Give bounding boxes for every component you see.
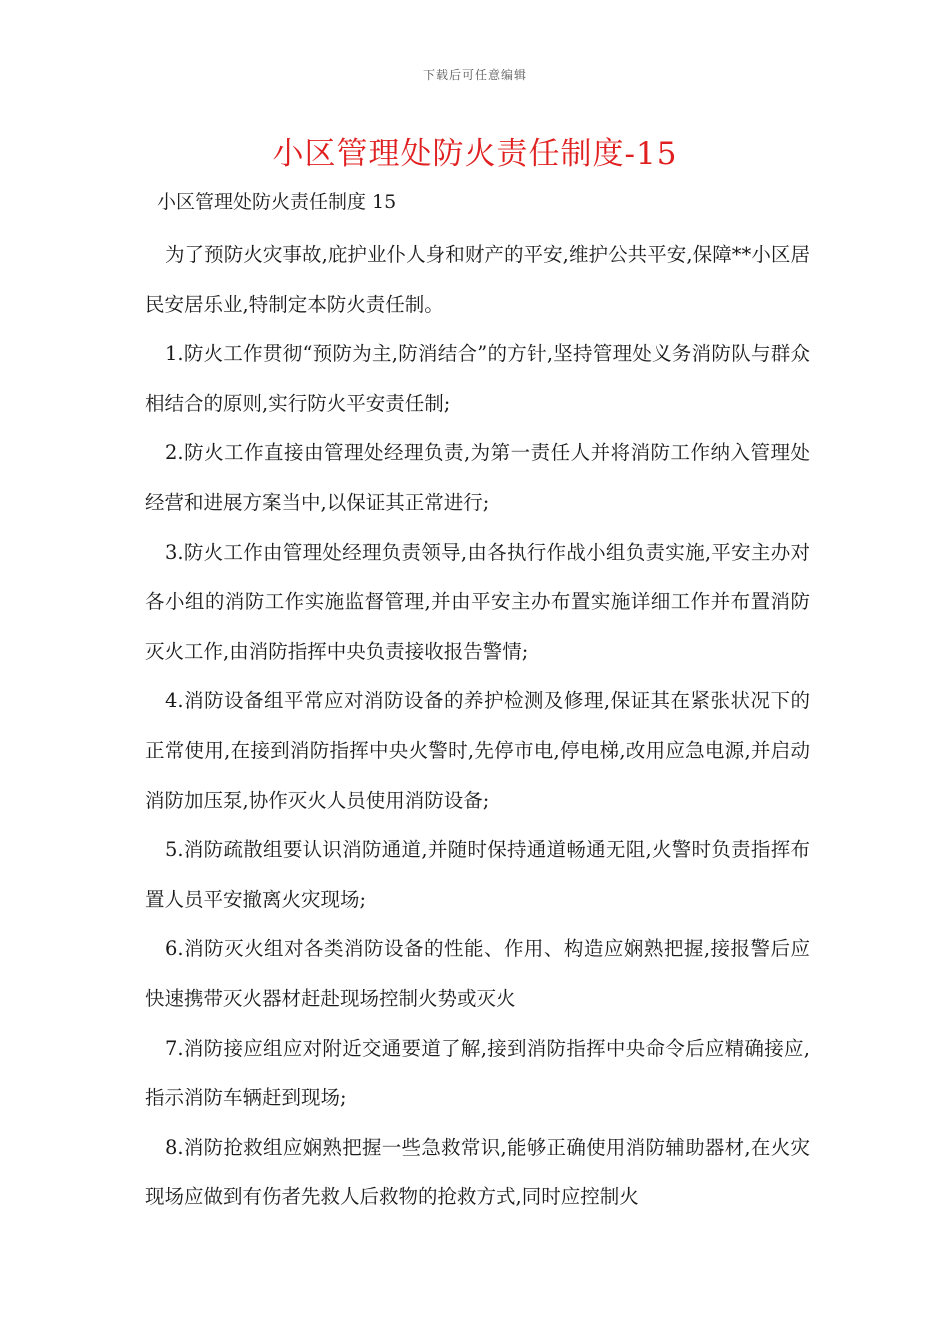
paragraph-item-3: 3.防火工作由管理处经理负责领导,由各执行作战小组负责实施,平安主办对各小组的消防工作实施监督管理,并由平安主办布置实施详细工作并布置消防灭火工作,由消防指挥中央负责接收报告警情; xyxy=(145,540,810,663)
paragraph-item-7: 7.消防接应组应对附近交通要道了解,接到消防指挥中央命令后应精确接应,指示消防车辆赶到现场; xyxy=(145,1036,810,1110)
document-body xyxy=(145,230,810,1222)
paragraph-item-5: 5.消防疏散组要认识消防通道,并随时保持通道畅通无阻,火警时负责指挥布置人员平安撤离火灾现场; xyxy=(145,838,810,911)
paragraph-item-1: 1.防火工作贯彻“预防为主,防消结合”的方针,坚持管理处义务消防队与群众相结合的原则,实行防火平安责任制; xyxy=(145,342,810,415)
paragraph-item-6: 6.消防灭火组对各类消防设备的性能、作用、构造应娴熟把握,接报警后应快速携带灭火器材赶赴现场控制火势或灭火 xyxy=(145,937,810,1010)
paragraph-item-8: 8.消防抢救组应娴熟把握一些急救常识,能够正确使用消防辅助器材,在火灾现场应做到有伤者先救人后救物的抢救方式,同时应控制火 xyxy=(145,1135,810,1209)
paragraph-item-4: 4.消防设备组平常应对消防设备的养护检测及修理,保证其在紧张状况下的正常使用,在接到消防指挥中央火警时,先停市电,停电梯,改用应急电源,并启动消防加压泵,协作灭火人员使用消防设备; xyxy=(145,689,810,812)
paragraph-intro: 为了预防火灾事故,庇护业仆人身和财产的平安,维护公共平安,保障**小区居民安居乐业,特制定本防火责任制。 xyxy=(145,243,810,316)
paragraph-item-2: 2.防火工作直接由管理处经理负责,为第一责任人并将消防工作纳入管理处经营和进展方案当中,以保证其正常进行; xyxy=(145,441,810,514)
header-note: 下载后可任意编辑 xyxy=(422,68,527,82)
document-title: 小区管理处防火责任制度-15 xyxy=(272,136,678,172)
document-subtitle: 小区管理处防火责任制度 15 xyxy=(157,191,397,213)
